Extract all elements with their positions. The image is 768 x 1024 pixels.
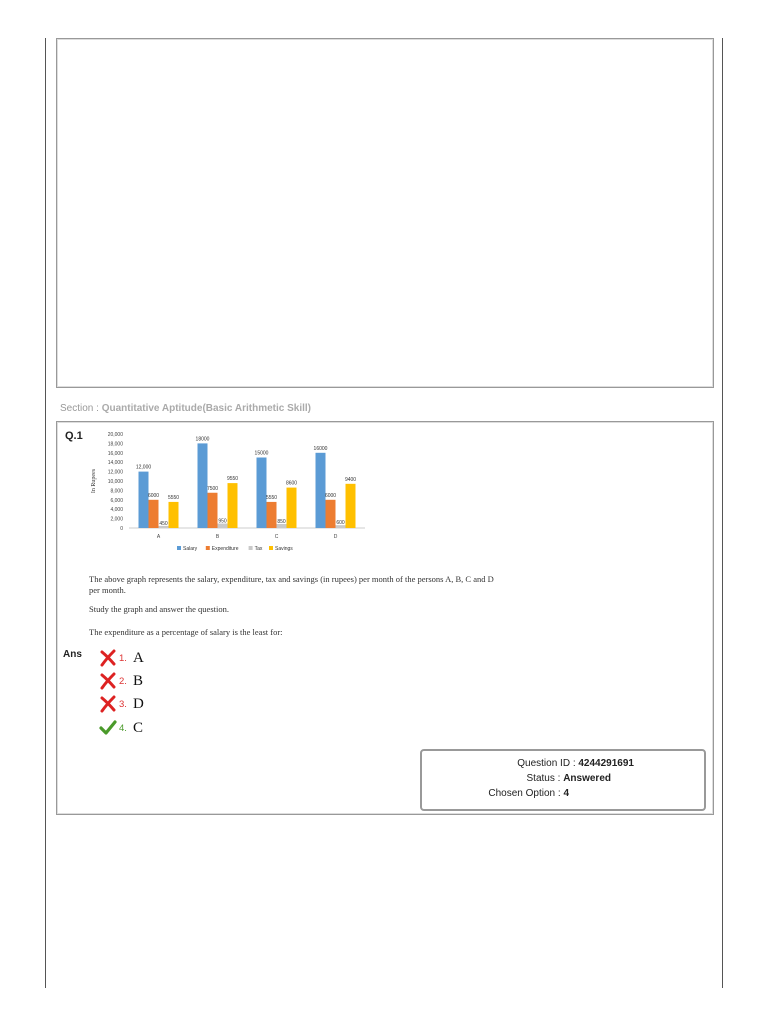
data-label: 12,000 xyxy=(135,464,152,471)
data-label: 18000 xyxy=(195,436,210,443)
data-label: 450 xyxy=(159,520,168,527)
bar-savings-b xyxy=(228,483,238,528)
option-2[interactable] xyxy=(99,671,143,691)
data-label: 5550 xyxy=(167,494,180,501)
question-info-panel xyxy=(420,749,706,811)
chosen-option-row xyxy=(488,788,569,799)
question-id-row xyxy=(517,758,634,769)
option-number: 2. xyxy=(119,675,127,687)
bar-salary-c xyxy=(257,458,267,529)
bar-expenditure-a xyxy=(149,500,159,528)
option-4[interactable] xyxy=(99,718,143,738)
question-id-label: Question ID : xyxy=(517,758,579,769)
legend-entry: Savings xyxy=(275,546,293,552)
data-label: 950 xyxy=(218,518,227,525)
option-3[interactable] xyxy=(99,694,144,714)
option-text: D xyxy=(132,695,144,712)
check-icon xyxy=(99,719,117,737)
data-label: 6000 xyxy=(324,492,337,499)
chosen-option-value: 4 xyxy=(563,788,569,799)
cross-icon xyxy=(99,672,117,690)
x-tick-label: B xyxy=(215,534,220,540)
status-row xyxy=(527,773,611,784)
question-number: Q.1 xyxy=(65,430,83,442)
data-label: 7500 xyxy=(206,485,219,492)
y-tick-label: 16,000 xyxy=(107,450,123,457)
x-tick-label: A xyxy=(156,534,161,540)
legend-entry: Salary xyxy=(183,546,198,552)
data-label: 15000 xyxy=(254,450,269,457)
data-label: 600 xyxy=(336,520,345,527)
bar-salary-a xyxy=(139,472,149,528)
section-name: Quantitative Aptitude(Basic Arithmetic Skill) xyxy=(101,403,311,414)
data-label: 6000 xyxy=(147,492,160,499)
bar-expenditure-c xyxy=(267,502,277,528)
answer-label: Ans xyxy=(63,649,82,660)
y-tick-label: 8,000 xyxy=(110,488,123,495)
question-box xyxy=(56,421,714,815)
section-header xyxy=(60,403,311,414)
option-1[interactable] xyxy=(99,648,144,668)
data-label: 5550 xyxy=(265,494,278,501)
question-text-line-1: The above graph represents the salary, expenditure, tax and savings (in rupees) per month of the persons A, B, C and D xyxy=(89,574,494,584)
bar-expenditure-b xyxy=(208,493,218,528)
legend-swatch-expenditure xyxy=(206,546,210,550)
status-label: Status : xyxy=(526,773,564,784)
question-id-value: 4244291691 xyxy=(578,758,634,769)
page-border-left xyxy=(45,38,46,988)
page-border-right xyxy=(722,38,723,988)
bar-savings-a xyxy=(169,502,179,528)
legend-entry: Expenditure xyxy=(211,546,239,552)
legend-swatch-salary xyxy=(177,546,181,550)
option-number: 1. xyxy=(119,652,127,664)
y-tick-label: 10,000 xyxy=(107,479,123,485)
y-tick-label: 4,000 xyxy=(110,507,123,514)
option-text: A xyxy=(132,649,144,666)
y-tick-label: 14,000 xyxy=(107,460,123,467)
option-text: B xyxy=(132,672,143,689)
data-label: 8600 xyxy=(285,480,298,487)
option-number: 4. xyxy=(119,722,127,734)
legend-swatch-tax xyxy=(249,546,253,550)
previous-question-box xyxy=(56,38,714,388)
y-tick-label: 6,000 xyxy=(110,497,123,504)
y-tick-label: 18,000 xyxy=(107,441,123,448)
bar-savings-c xyxy=(287,488,297,528)
x-tick-label: C xyxy=(274,534,279,540)
legend-swatch-savings xyxy=(269,546,273,550)
y-tick-label: 12,000 xyxy=(107,469,123,476)
question-text-line-4: The expenditure as a percentage of salary is the least for: xyxy=(89,627,283,637)
option-text: C xyxy=(132,719,143,736)
chosen-option-label: Chosen Option : xyxy=(488,788,564,799)
status-value: Answered xyxy=(563,773,611,784)
y-tick-label: 2,000 xyxy=(110,516,123,523)
x-tick-label: D xyxy=(333,534,338,540)
data-label: 9550 xyxy=(226,476,239,483)
y-tick-label: 20,000 xyxy=(107,432,123,438)
y-axis-label: In Rupees xyxy=(91,468,97,494)
data-label: 850 xyxy=(277,519,286,526)
y-tick-label: 0 xyxy=(120,526,123,532)
option-number: 3. xyxy=(119,698,127,710)
data-label: 16000 xyxy=(313,445,328,452)
bar-chart xyxy=(85,426,375,561)
section-label: Section : xyxy=(60,403,102,414)
bar-salary-d xyxy=(316,453,326,528)
data-label: 9400 xyxy=(344,476,357,483)
question-text-line-3: Study the graph and answer the question. xyxy=(89,604,229,614)
bar-expenditure-d xyxy=(326,500,336,528)
cross-icon xyxy=(99,695,117,713)
legend-entry: Tax xyxy=(254,546,263,552)
bar-savings-d xyxy=(346,484,356,528)
question-text-line-2: per month. xyxy=(89,585,126,595)
cross-icon xyxy=(99,649,117,667)
